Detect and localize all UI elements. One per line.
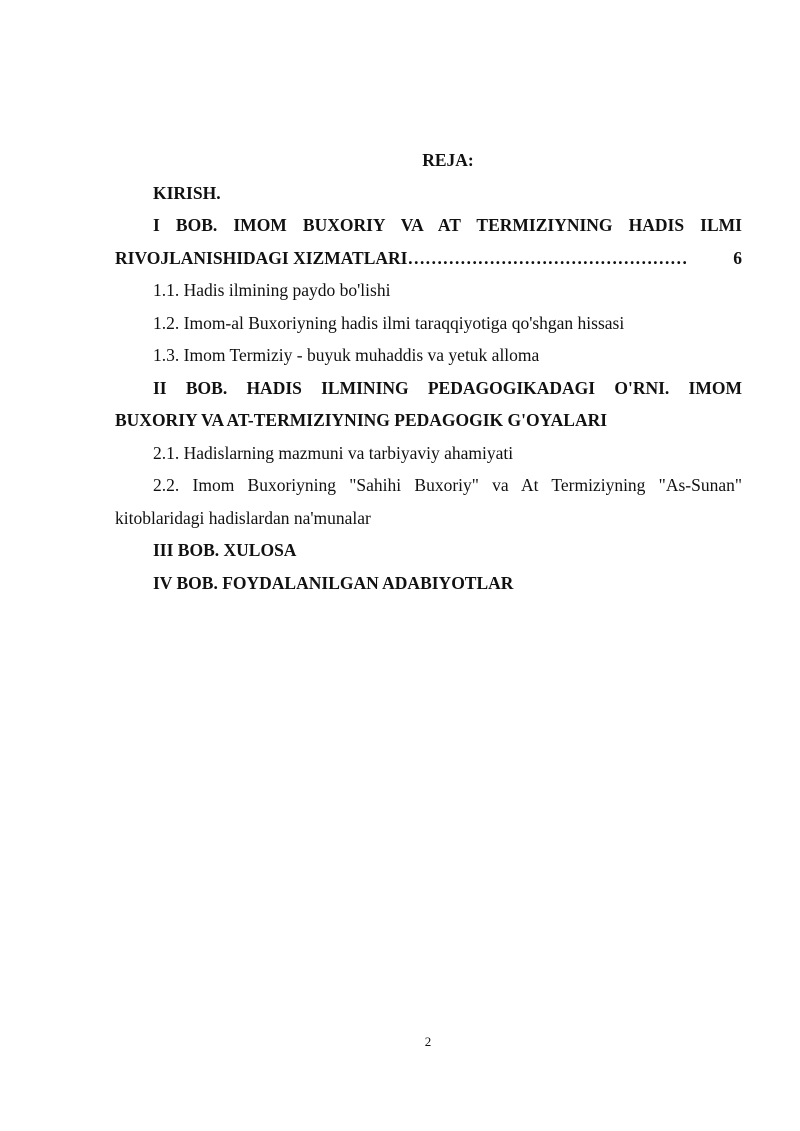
table-of-contents <box>115 144 742 599</box>
chapter4-heading: IV BOB. FOYDALANILGAN ADABIYOTLAR <box>153 572 514 593</box>
section-1-2: 1.2. Imom-al Buxoriyning hadis ilmi taraqqiyotiga qo'shgan hissasi <box>153 312 625 333</box>
chapter1-heading-line2 <box>115 242 742 275</box>
chapter2-heading-line2: BUXORIY VA AT-TERMIZIYNING PEDAGOGIK G'OYALARI <box>115 410 608 430</box>
section-2-1: 2.1. Hadislarning mazmuni va tarbiyaviy ahamiyati <box>153 442 514 463</box>
page-title: REJA: <box>422 150 474 170</box>
section-2-2-line1: 2.2. Imom Buxoriyning "Sahihi Buxoriy" va At Termiziyning "As-Sunan" <box>153 475 742 495</box>
chapter1-heading-text: RIVOJLANISHIDAGI XIZMATLARI <box>115 247 408 268</box>
section-1-3: 1.3. Imom Termiziy - buyuk muhaddis va yetuk alloma <box>153 345 540 365</box>
section-1-1: 1.1. Hadis ilmining paydo bo'lishi <box>153 280 391 300</box>
dot-leader: ………………………………………… <box>407 247 688 268</box>
chapter1-heading-line1: I BOB. IMOM BUXORIY VA AT TERMIZIYNING HADIS ILMI <box>153 215 742 235</box>
section-2-2-line2: kitoblaridagi hadislardan na'munalar <box>115 507 371 528</box>
chapter1-page-number: 6 <box>733 247 742 268</box>
chapter3-heading: III BOB. XULOSA <box>153 540 297 560</box>
intro-heading: KIRISH. <box>153 182 221 203</box>
chapter2-heading-line1: II BOB. HADIS ILMINING PEDAGOGIKADAGI O'RNI. IMOM <box>153 377 742 398</box>
page-number: 2 <box>424 1034 432 1049</box>
